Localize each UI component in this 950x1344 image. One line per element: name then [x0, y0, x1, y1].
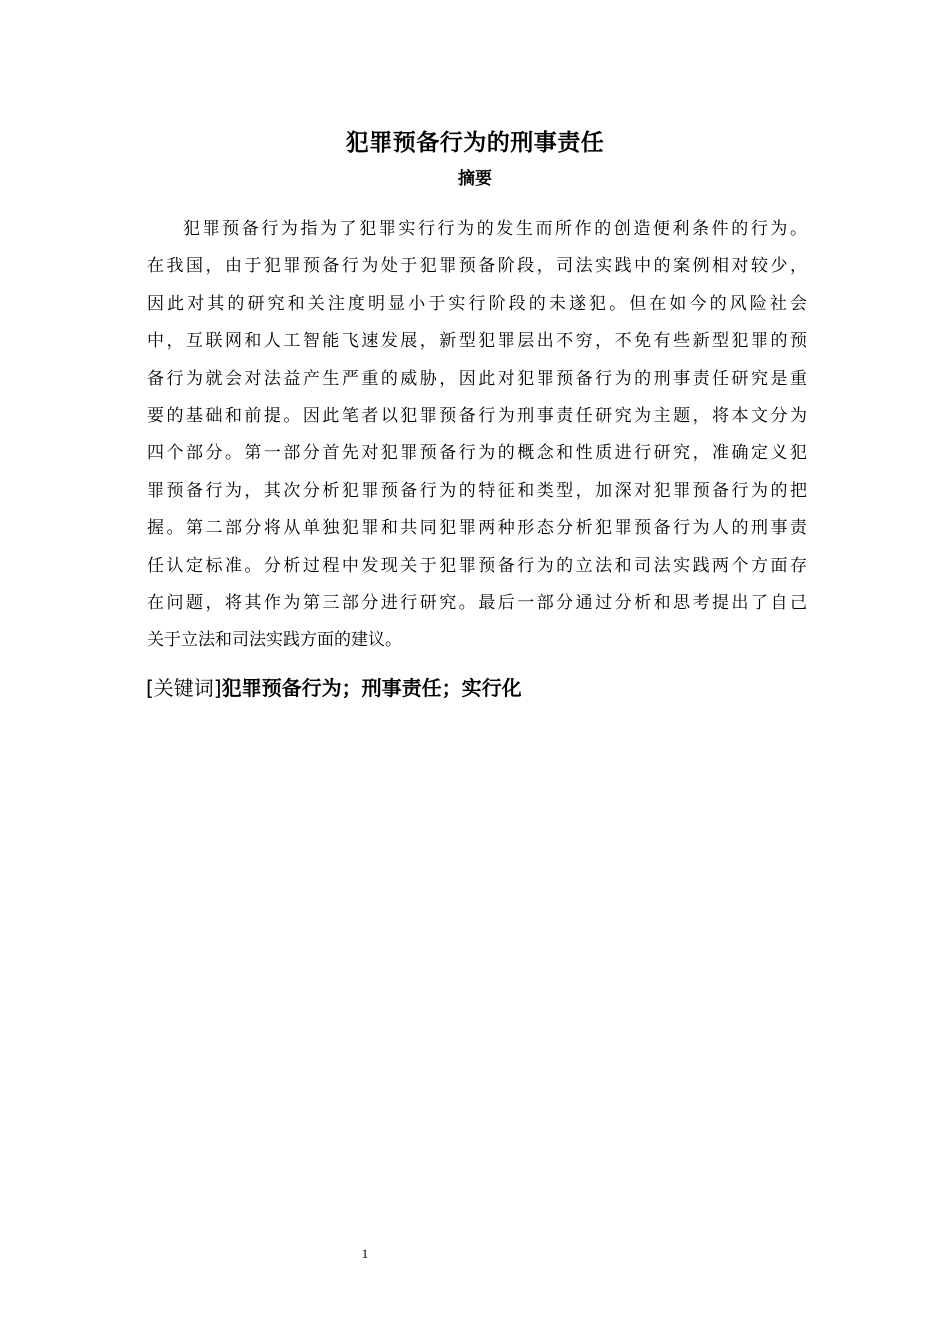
abstract-line: 备行为就会对法益产生严重的威胁，因此对犯罪预备行为的刑事责任研究是重: [147, 368, 807, 389]
abstract-line: 在问题，将其作为第三部分进行研究。最后一部分通过分析和思考提出了自己: [147, 592, 807, 613]
abstract-line: 因此对其的研究和关注度明显小于实行阶段的未遂犯。但在如今的风险社会: [147, 293, 807, 314]
abstract-line: 中，互联网和人工智能飞速发展，新型犯罪层出不穷，不免有些新型犯罪的预: [147, 331, 807, 352]
keywords-label: [关键词]: [146, 676, 222, 700]
abstract-line: 握。第二部分将从单独犯罪和共同犯罪两种形态分析犯罪预备行为人的刑事责: [147, 518, 807, 539]
abstract-heading: 摘要: [458, 169, 492, 189]
page-number: 1: [361, 1246, 369, 1261]
abstract-line: 罪预备行为，其次分析犯罪预备行为的特征和类型，加深对犯罪预备行为的把: [147, 480, 807, 501]
abstract-line: 要的基础和前提。因此笔者以犯罪预备行为刑事责任研究为主题，将本文分为: [147, 405, 807, 426]
abstract-line: 在我国，由于犯罪预备行为处于犯罪预备阶段，司法实践中的案例相对较少，: [147, 256, 807, 277]
abstract-line: 关于立法和司法实践方面的建议。: [147, 630, 402, 651]
abstract-line: 任认定标准。分析过程中发现关于犯罪预备行为的立法和司法实践两个方面存: [147, 555, 807, 576]
abstract-body: [147, 211, 807, 660]
keywords-terms: 犯罪预备行为；刑事责任；实行化: [221, 676, 522, 700]
keywords-line: [146, 673, 522, 703]
abstract-line: 犯罪预备行为指为了犯罪实行行为的发生而所作的创造便利条件的行为。: [183, 219, 807, 239]
abstract-line: 四个部分。第一部分首先对犯罪预备行为的概念和性质进行研究，准确定义犯: [147, 443, 807, 464]
document-title: 犯罪预备行为的刑事责任: [345, 130, 605, 156]
